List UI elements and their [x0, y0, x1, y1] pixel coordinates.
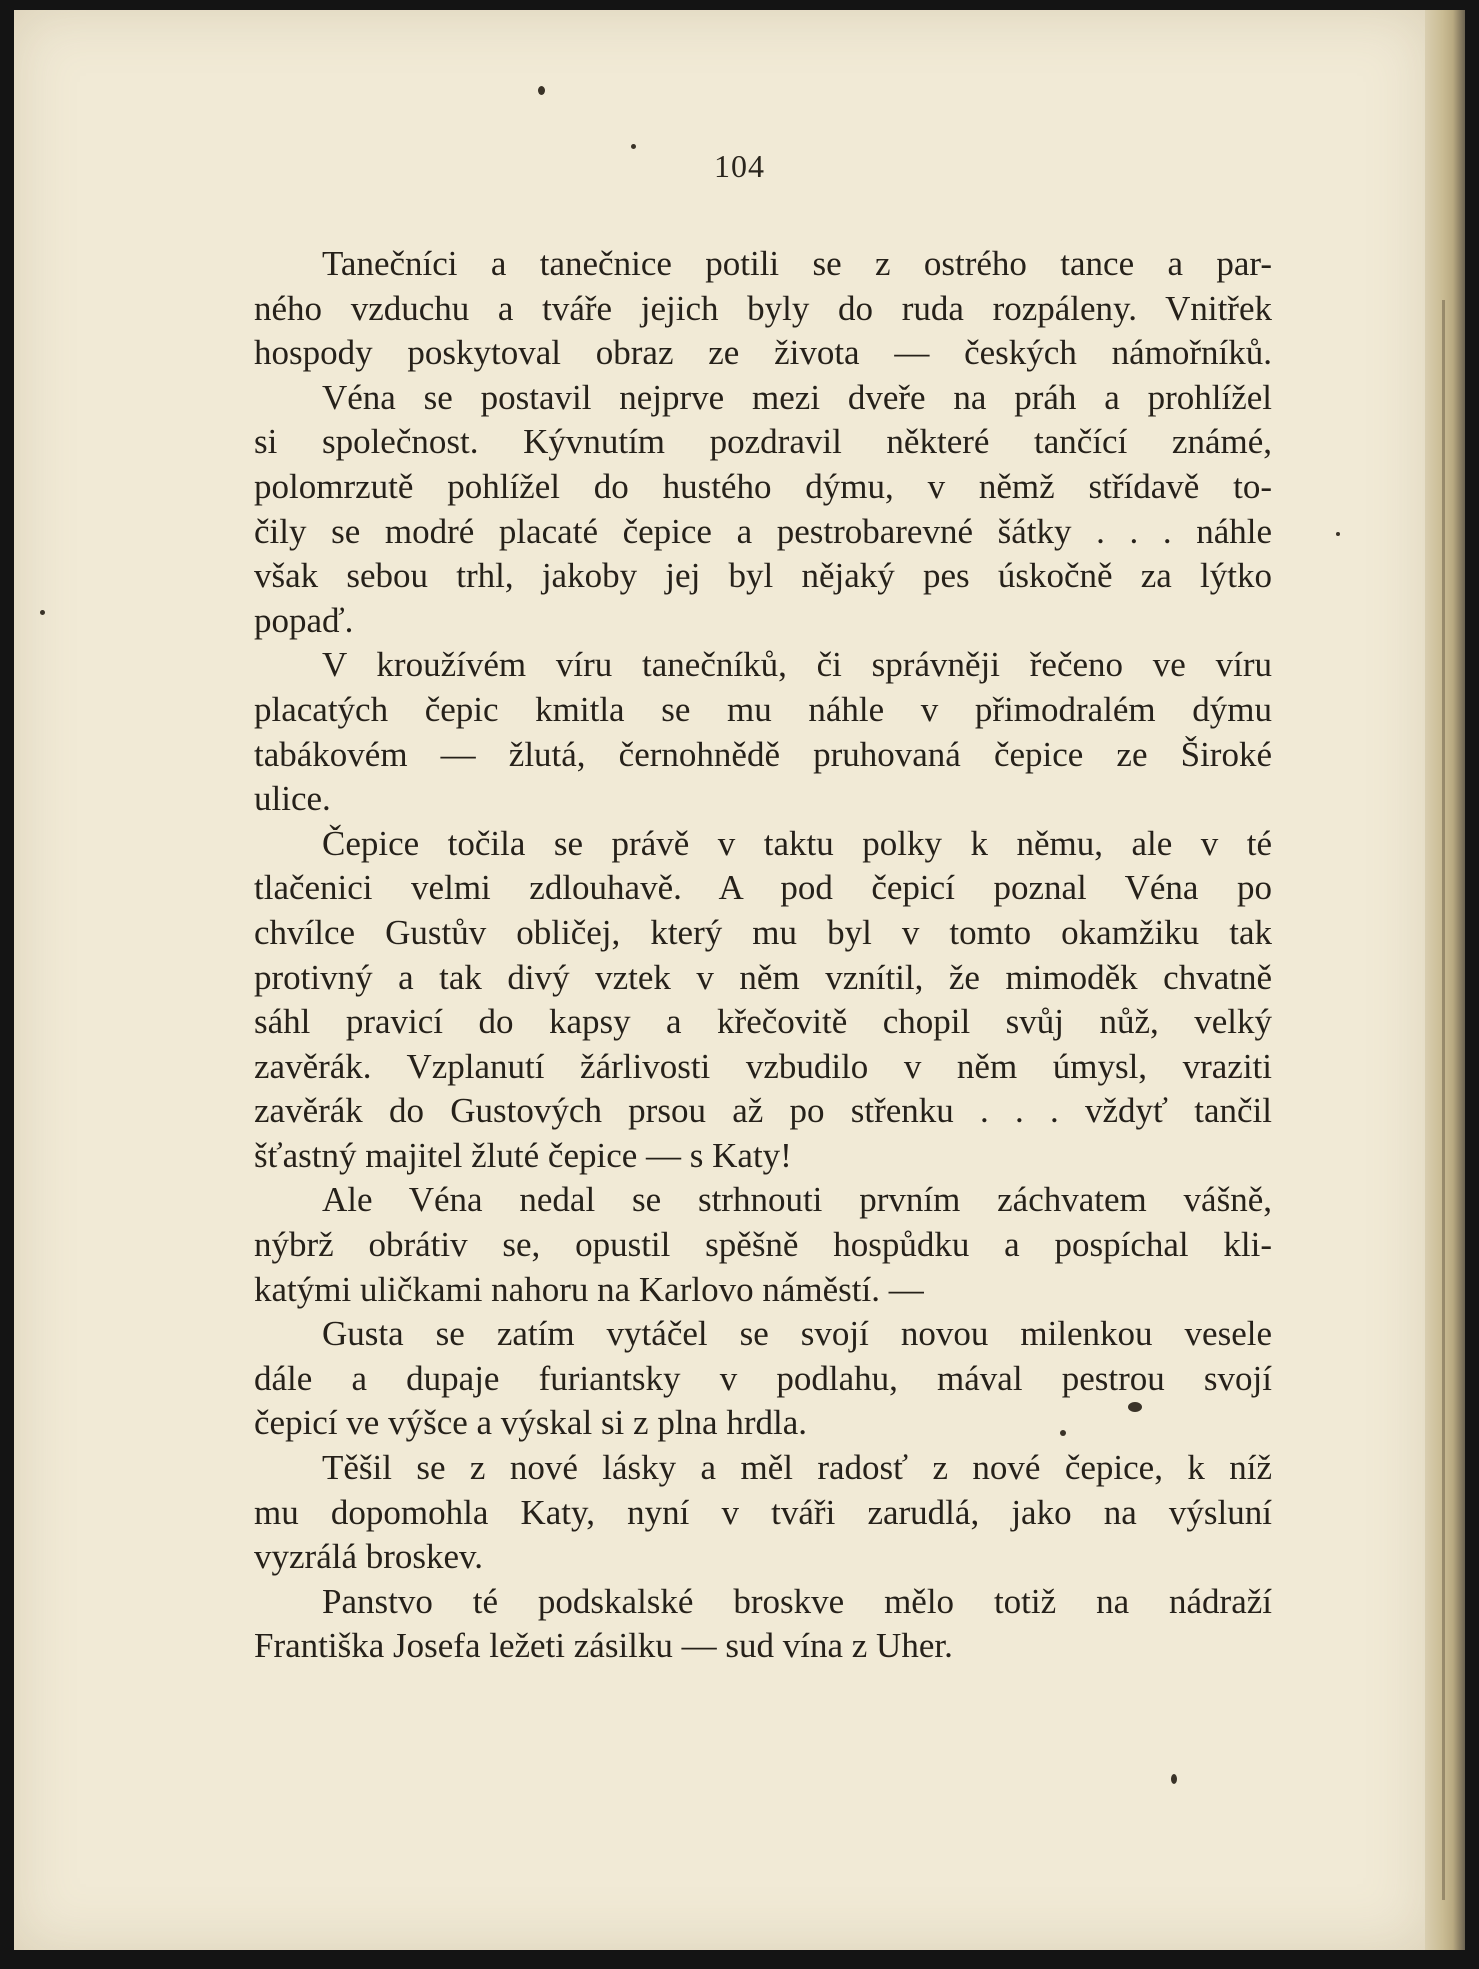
- page-edge-shadow: [1442, 300, 1445, 1900]
- text-line: tabákovém — žlutá, černohnědě pruhovaná čepice ze Široké: [254, 734, 1272, 774]
- paragraph: [254, 1178, 1272, 1312]
- text-line: ného vzduchu a tváře jejich byly do ruda rozpáleny. Vnitřek: [254, 288, 1272, 328]
- ink-speck: [1336, 532, 1340, 536]
- paragraph: [254, 1580, 1272, 1669]
- text-line: hospody poskytoval obraz ze života — českých námořníků.: [254, 333, 1272, 373]
- ink-speck: [1171, 1774, 1177, 1784]
- text-line: vyzrálá broskev.: [254, 1537, 484, 1577]
- text-line: však sebou trhl, jakoby jej byl nějaký pes úskočně za lýtko: [254, 556, 1272, 596]
- ink-speck: [40, 610, 45, 615]
- text-line: katými uličkami nahoru na Karlovo náměstí. —: [254, 1269, 924, 1309]
- text-line: Véna se postavil nejprve mezi dveře na práh a prohlížel: [322, 377, 1272, 417]
- paragraph: [254, 643, 1272, 821]
- text-line: mu dopomohla Katy, nyní v tváři zarudlá, jako na výsluní: [254, 1492, 1272, 1532]
- body-text: [254, 242, 1272, 1669]
- text-line: Ale Véna nedal se strhnouti prvním záchvatem vášně,: [322, 1180, 1272, 1220]
- text-line: sáhl pravicí do kapsy a křečovitě chopil svůj nůž, velký: [254, 1002, 1272, 1042]
- paragraph: [254, 822, 1272, 1179]
- text-line: chvílce Gustův obličej, který mu byl v tomto okamžiku tak: [254, 912, 1272, 952]
- text-line: Panstvo té podskalské broskve mělo totiž na nádraží: [322, 1581, 1272, 1621]
- text-line: Těšil se z nové lásky a měl radosť z nové čepice, k níž: [322, 1448, 1272, 1488]
- text-line: čily se modré placaté čepice a pestrobarevné šátky . . . náhle: [254, 511, 1272, 551]
- text-line: tlačenici velmi zdlouhavě. A pod čepicí poznal Véna po: [254, 868, 1272, 908]
- paragraph: [254, 242, 1272, 376]
- text-line: zavěrák do Gustových prsou až po střenku . . . vždyť tančil: [254, 1091, 1272, 1131]
- text-line: šťastný majitel žluté čepice — s Katy!: [254, 1135, 792, 1175]
- text-line: Tanečníci a tanečnice potili se z ostrého tance a par-: [322, 244, 1272, 283]
- paragraph: [254, 1312, 1272, 1446]
- text-line: zavěrák. Vzplanutí žárlivosti vzbudilo v něm úmysl, vraziti: [254, 1046, 1272, 1086]
- text-line: popaď.: [254, 600, 354, 640]
- paragraph: [254, 376, 1272, 644]
- text-line: si společnost. Kývnutím pozdravil některé tančící známé,: [254, 422, 1272, 462]
- text-line: protivný a tak divý vztek v něm vznítil, že mimoděk chvatně: [254, 957, 1272, 997]
- text-line: placatých čepic kmitla se mu náhle v přimodralém dýmu: [254, 689, 1272, 729]
- page-number: 104: [714, 148, 765, 184]
- ink-speck: [538, 86, 545, 95]
- page-edge: [1425, 10, 1465, 1950]
- text-line: V kroužívém víru tanečníků, či správněji řečeno ve víru: [322, 645, 1272, 685]
- text-line: nýbrž obrátiv se, opustil spěšně hospůdku a pospíchal kli-: [254, 1225, 1272, 1265]
- text-line: polomrzutě pohlížel do hustého dýmu, v němž střídavě to-: [254, 466, 1272, 506]
- paragraph: [254, 1446, 1272, 1580]
- text-line: Čepice točila se právě v taktu polky k němu, ale v té: [322, 823, 1272, 863]
- text-line: ulice.: [254, 779, 331, 819]
- text-line: Františka Josefa ležeti zásilku — sud vína z Uher.: [254, 1626, 953, 1666]
- text-line: dále a dupaje furiantsky v podlahu, mával pestrou svojí: [254, 1358, 1272, 1398]
- text-line: Gusta se zatím vytáčel se svojí novou milenkou vesele: [322, 1314, 1272, 1354]
- text-line: čepicí ve výšce a výskal si z plna hrdla.: [254, 1403, 807, 1443]
